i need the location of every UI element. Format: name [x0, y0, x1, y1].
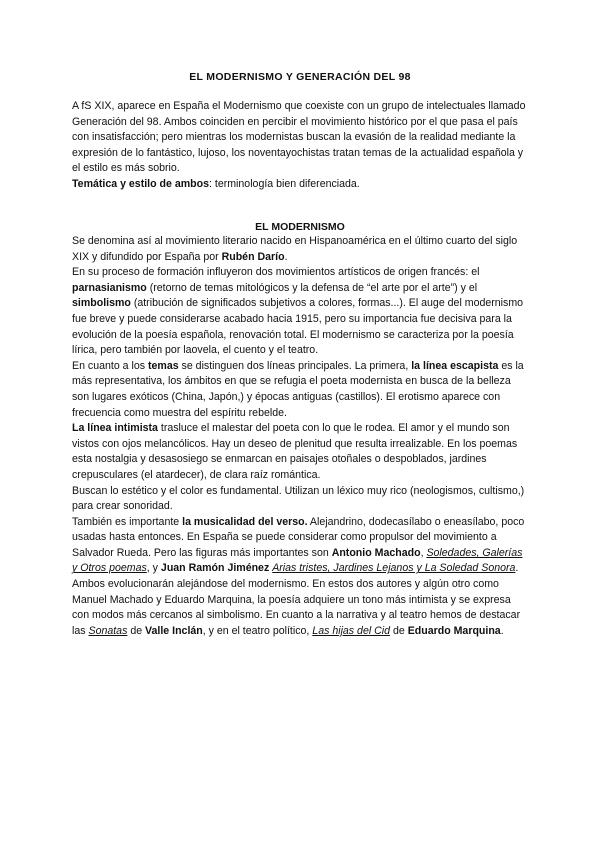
term-bold: la línea escapista: [411, 359, 499, 372]
author-name: Antonio Machado: [331, 546, 421, 559]
intro-summary: [72, 177, 530, 193]
paragraph-intimista: [72, 421, 530, 483]
term-bold: La línea intimista: [72, 422, 158, 435]
intro-section: [72, 99, 530, 193]
text: . Ambos evolucionarán alejándose del modernismo. En estos dos autores y algún otro como Manuel Machado y Eduardo Marquina, la poesía adquiere un tono más intimista y se expresa con modos más cercanos al simbolismo. En cuanto a la narrativa y al teatro hemos de destacar las: [72, 562, 521, 637]
text: ,: [420, 546, 427, 559]
paragraph-definition: [72, 234, 530, 265]
text: , y en el teatro político,: [202, 624, 313, 637]
work-title: Sonatas: [88, 624, 128, 637]
text: de: [390, 624, 408, 637]
modernismo-section: [72, 234, 530, 639]
intro-paragraph: A fS XIX, aparece en España el Modernismo que coexiste con un grupo de intelectuales llamado Generación del 98. Ambos coinciden en percibir el movimiento histórico por el que pasa el país con insatisfacción; pero mientras los modernistas buscan la evasión de la realidad mediante la expresión de lo fantástico, lujoso, los noventayochistas tratan temas de la actualidad española y el estilo es más sobrio.: [72, 100, 526, 175]
paragraph-style: Buscan lo estético y el color es fundamental. Utilizan un léxico muy rico (neologismos, cultismo,) para crear sonoridad.: [72, 484, 525, 513]
text: .: [284, 250, 288, 263]
text: Se denomina así al movimiento literario nacido en Hispanoamérica en el último cuarto del siglo XIX y difundido por España por: [72, 235, 518, 263]
text: (retorno de temas mitológicos y la defensa de “el arte por el arte”) y el: [146, 281, 478, 294]
summary-text: : terminología bien diferenciada.: [208, 177, 360, 190]
text: También es importante: [72, 515, 183, 528]
text: En cuanto a los: [72, 359, 148, 372]
term-bold: parnasianismo: [72, 281, 147, 294]
term-bold: la musicalidad del verso.: [182, 515, 308, 528]
text: En su proceso de formación influyeron dos movimientos artísticos de origen francés: el: [72, 266, 480, 279]
author-name: Valle Inclán: [145, 624, 203, 637]
text: trasluce el malestar del poeta con lo que le rodea. El amor y el mundo son vistos con ojos melancólicos. Hay un deseo de plenitud que resulta irrealizable. En los poemas esta nostalgia y desasosiego se enmarcan en paisajes otoñales o despoblados, jardines crepusculares (el atardecer), de clara raíz romántica.: [72, 422, 518, 481]
paragraph-themes: [72, 359, 530, 421]
text: es la más representativa, los ámbitos en que se refugia el poeta modernista en busca de la belleza son lugares exóticos (China, Japón,) y épocas antiguas (castillos). El erotismo aparece con frecuencia como muestra del espíritu rebelde.: [72, 359, 524, 419]
term-bold: simbolismo: [72, 297, 131, 310]
paragraph-musicality: [72, 515, 530, 640]
document-title: EL MODERNISMO Y GENERACIÓN DEL 98: [189, 71, 411, 83]
author-name: Rubén Darío: [221, 250, 285, 263]
text: .: [500, 624, 504, 637]
text: de: [127, 624, 146, 637]
text: Alejandrino, dodecasílabo o eneasílabo, poco usadas hasta entonces. En España se puede considerar como propulsor del movimiento a Salvador Rueda. Pero las figuras más importantes son: [72, 515, 525, 559]
summary-bold: Temática y estilo de ambos: [72, 177, 209, 190]
work-title: Arias tristes, Jardines Lejanos y La Soledad Sonora: [272, 562, 516, 575]
text: , y: [146, 562, 161, 575]
author-name: Juan Ramón Jiménez: [160, 562, 270, 575]
section-title: EL MODERNISMO: [255, 221, 345, 233]
text: (atribución de significados subjetivos a colores, formas...). El auge del modernismo fue breve y puede considerarse acabado hacia 1915, pero su importancia fue decisiva para la evolución de la poesía española, renovación total. El modernismo se caracteriza por la poesía lírica, pero también por laovela, el cuento y el teatro.: [72, 297, 524, 357]
term-bold: temas: [147, 359, 179, 372]
text: se distinguen dos líneas principales. La primera,: [178, 359, 412, 372]
author-name: Eduardo Marquina: [407, 624, 501, 637]
paragraph-influences: [72, 265, 530, 359]
work-title: Las hijas del Cid: [312, 624, 391, 637]
work-title: Soledades, Galerías y Otros poemas: [72, 546, 523, 575]
